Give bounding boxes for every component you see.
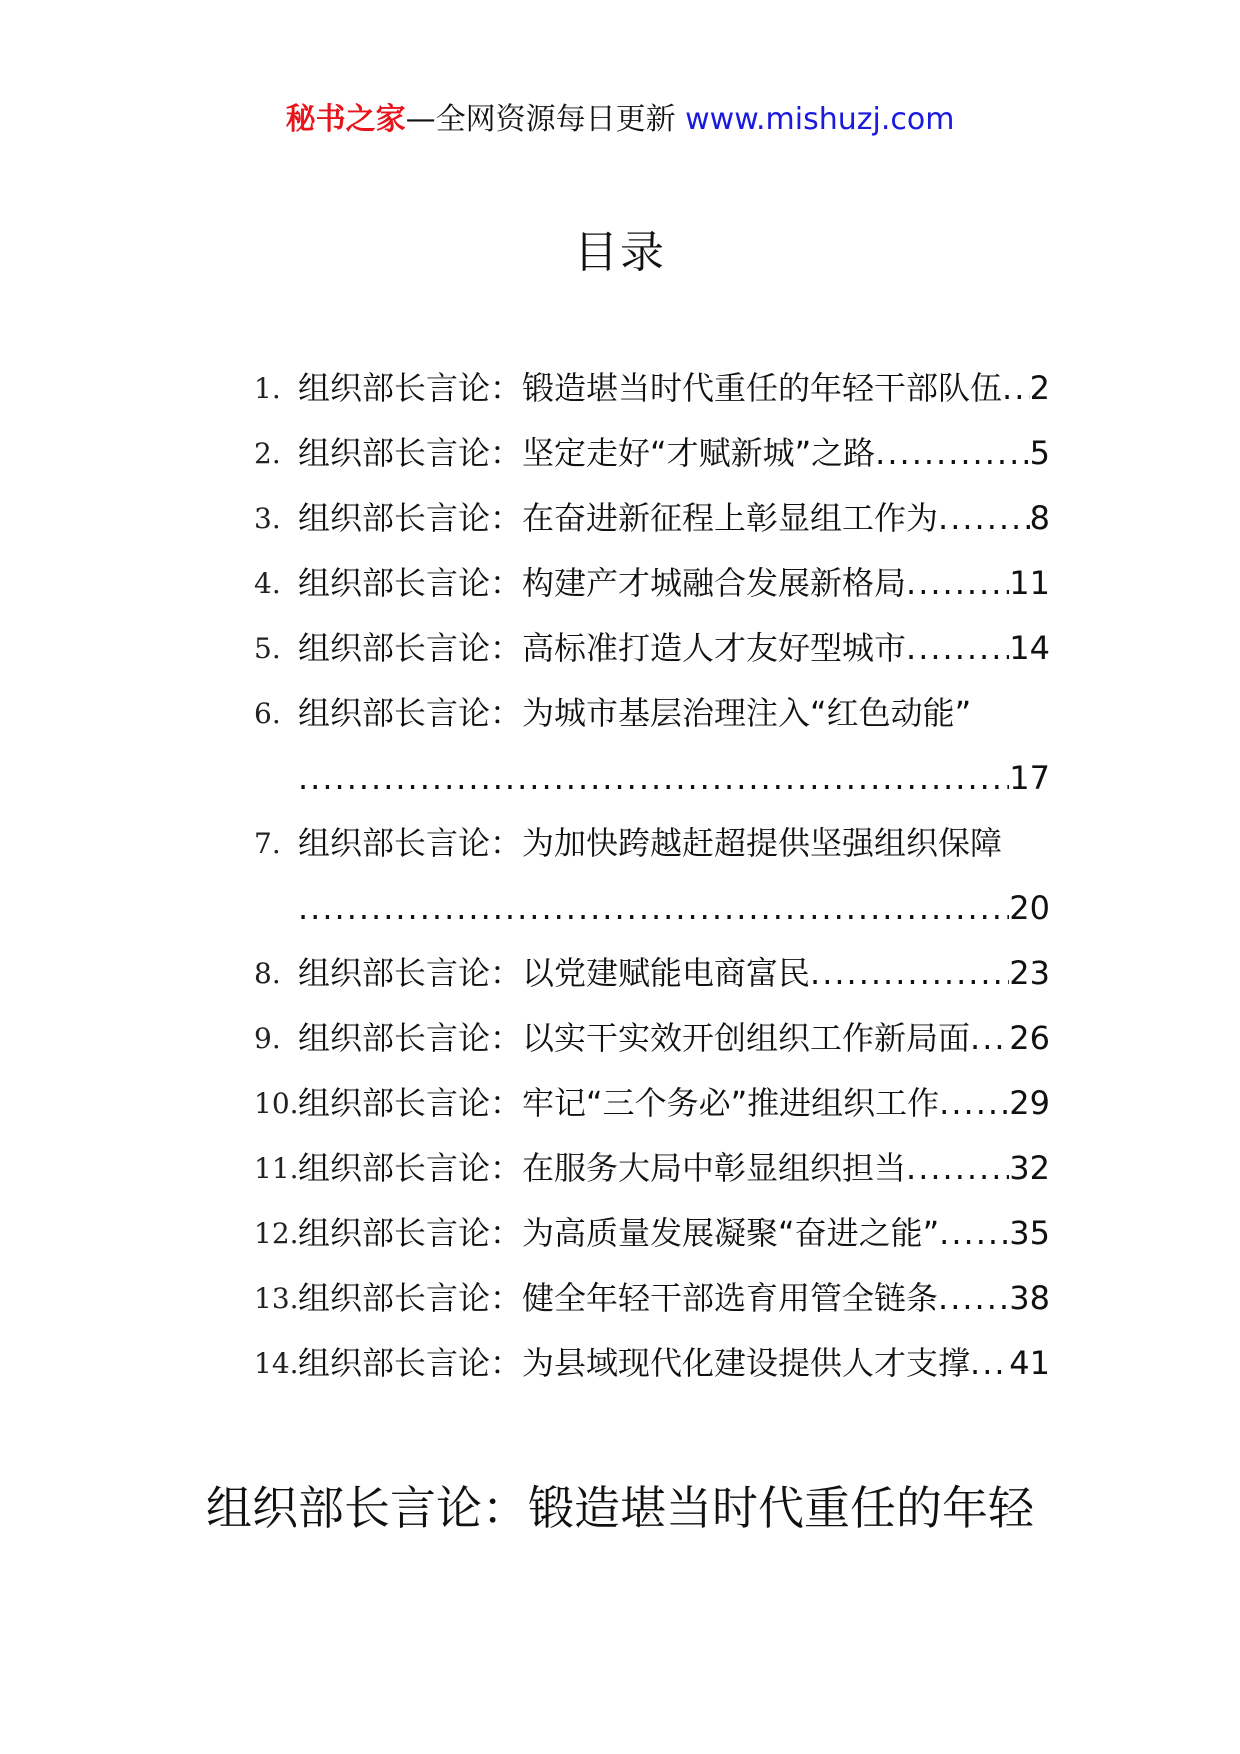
toc-page-number: 5 [1029, 434, 1050, 472]
toc-dot-leader [298, 876, 1009, 941]
toc-entry[interactable] [254, 551, 1050, 616]
toc-dot-leader [938, 1266, 1009, 1331]
toc-dot-leader [1002, 356, 1030, 421]
toc-dot-leader [939, 1201, 1009, 1266]
toc-entry[interactable] [254, 1201, 1050, 1266]
toc-entry-title: 组织部长言论：为加快跨越赶超提供坚强组织保障 [298, 824, 1003, 862]
section-heading: 组织部长言论：锻造堪当时代重任的年轻 [206, 1481, 1034, 1535]
toc-entry-title: 组织部长言论：为高质量发展凝聚“奋进之能” [298, 1214, 940, 1252]
toc-page-number: 17 [1009, 759, 1050, 797]
toc-entry-title: 组织部长言论：在奋进新征程上彰显组工作为 [298, 499, 939, 537]
toc-entry-number: 11. [254, 1152, 299, 1185]
toc-entry-title: 组织部长言论：牢记“三个务必”推进组织工作 [298, 1084, 940, 1122]
toc-entry[interactable] [254, 486, 1050, 551]
toc-entry-title: 组织部长言论：以实干实效开创组织工作新局面 [298, 1019, 971, 1057]
toc-dot-leader [938, 486, 1030, 551]
toc-page-number: 26 [1009, 1019, 1050, 1057]
toc-page-number: 23 [1009, 954, 1050, 992]
toc-dot-leader [298, 746, 1009, 811]
toc-dot-leader [906, 551, 1009, 616]
toc-entry-number: 4. [254, 567, 281, 600]
toc-title: 目录 [574, 227, 666, 278]
toc-entry-number: 8. [254, 957, 281, 990]
toc-entry-title: 组织部长言论：高标准打造人才友好型城市 [298, 629, 907, 667]
toc-entry-number: 7. [254, 827, 281, 860]
site-header [0, 100, 1240, 140]
toc-entry[interactable] [254, 616, 1050, 681]
toc-dot-leader [906, 616, 1009, 681]
toc-entry-title: 组织部长言论：健全年轻干部选育用管全链条 [298, 1279, 939, 1317]
toc-entry[interactable] [254, 1071, 1050, 1136]
toc-entry[interactable] [254, 1331, 1050, 1396]
toc-dot-leader [875, 421, 1029, 486]
toc-entry[interactable] [254, 356, 1050, 421]
toc-entry-title: 组织部长言论：锻造堪当时代重任的年轻干部队伍 [298, 369, 1003, 407]
toc-entry-number: 3. [254, 502, 281, 535]
toc-page-number: 41 [1009, 1344, 1050, 1382]
toc-page-number: 20 [1009, 889, 1050, 927]
toc-entry-number: 9. [254, 1022, 281, 1055]
toc-dot-leader [970, 1331, 1009, 1396]
toc-entry[interactable] [254, 1266, 1050, 1331]
brand-name: 秘书之家 [285, 102, 406, 137]
toc-entry[interactable] [254, 811, 1050, 941]
toc-entry-title: 组织部长言论：以党建赋能电商富民 [298, 954, 811, 992]
toc-dot-leader [970, 1006, 1009, 1071]
site-url-link[interactable]: www.mishuzj.com [685, 102, 955, 137]
toc-page-number: 38 [1009, 1279, 1050, 1317]
toc-page-number: 35 [1009, 1214, 1050, 1252]
toc-entry-title: 组织部长言论：坚定走好“才赋新城”之路 [298, 434, 876, 472]
toc-page-number: 11 [1009, 564, 1050, 602]
toc-entry-number: 12. [254, 1217, 299, 1250]
toc-entry-number: 14. [254, 1347, 299, 1380]
toc-dot-leader [906, 1136, 1009, 1201]
toc-entry-number: 2. [254, 437, 281, 470]
toc-entry-number: 13. [254, 1282, 299, 1315]
toc-page-number: 8 [1029, 499, 1050, 537]
toc-entry[interactable] [254, 1006, 1050, 1071]
toc-entry-number: 5. [254, 632, 281, 665]
toc-entry-title: 组织部长言论：构建产才城融合发展新格局 [298, 564, 907, 602]
toc-page-number: 14 [1009, 629, 1050, 667]
toc-page-number: 32 [1009, 1149, 1050, 1187]
header-tagline: —全网资源每日更新 [405, 102, 676, 137]
toc-entry-number: 10. [254, 1087, 299, 1120]
toc-entry-title: 组织部长言论：为县域现代化建设提供人才支撑 [298, 1344, 971, 1382]
toc-entry[interactable] [254, 1136, 1050, 1201]
table-of-contents [254, 356, 1050, 1396]
toc-entry-number: 6. [254, 697, 281, 730]
toc-page-number: 2 [1029, 369, 1050, 407]
toc-dot-leader [810, 941, 1009, 1006]
toc-page-number: 29 [1009, 1084, 1050, 1122]
toc-entry-number: 1. [254, 372, 281, 405]
toc-entry[interactable] [254, 681, 1050, 811]
toc-entry-title: 组织部长言论：为城市基层治理注入“红色动能” [298, 694, 972, 732]
toc-entry-title: 组织部长言论：在服务大局中彰显组织担当 [298, 1149, 907, 1187]
toc-entry[interactable] [254, 941, 1050, 1006]
toc-dot-leader [939, 1071, 1009, 1136]
toc-entry[interactable] [254, 421, 1050, 486]
